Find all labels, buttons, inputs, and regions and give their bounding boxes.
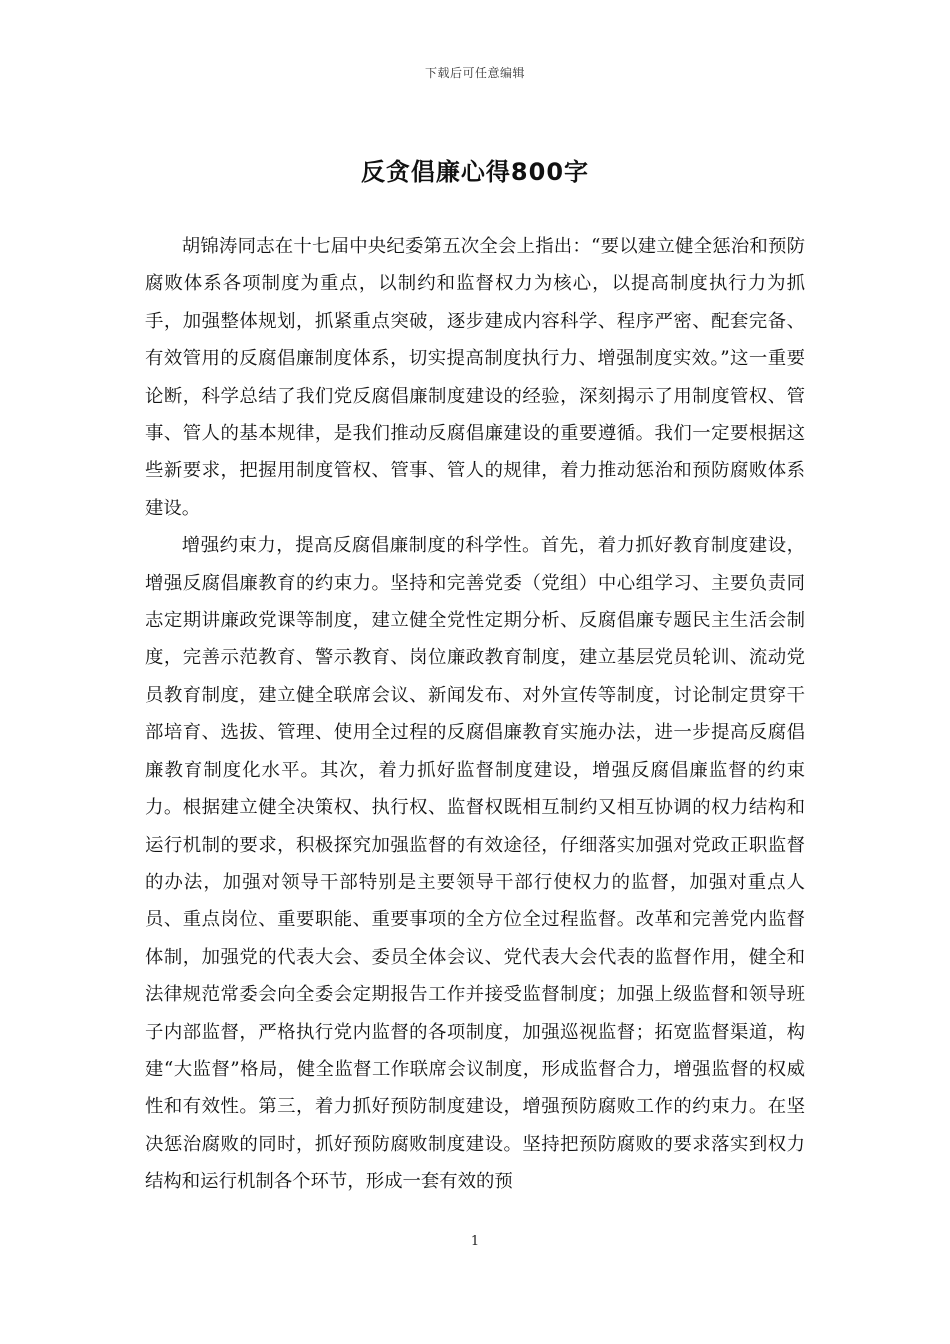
page-number: 1 <box>470 1234 480 1249</box>
paragraph-1: 胡锦涛同志在十七届中央纪委第五次全会上指出：“要以建立健全惩治和预防腐败体系各项制度为重点，以制约和监督权力为核心，以提高制度执行力为抓手，加强整体规划，抓紧重点突破，逐步建成内容科学、程序严密、配套完备、有效管用的反腐倡廉制度体系，切实提高制度执行力、增强制度实效。”这一重要论断，科学总结了我们党反腐倡廉制度建设的经验，深刻揭示了用制度管权、管事、管人的基本规律，是我们推动反腐倡廉建设的重要遵循。我们一定要根据这些新要求，把握用制度管权、管事、管人的规律，着力推动惩治和预防腐败体系建设。 <box>145 236 805 519</box>
document-body <box>145 228 805 1201</box>
document-title: 反贪倡廉心得800字 <box>360 158 590 186</box>
page-header-note: 下载后可任意编辑 <box>424 66 525 80</box>
paragraph-2: 增强约束力，提高反腐倡廉制度的科学性。首先，着力抓好教育制度建设，增强反腐倡廉教育的约束力。坚持和完善党委（党组）中心组学习、主要负责同志定期讲廉政党课等制度，建立健全党性定期分析、反腐倡廉专题民主生活会制度，完善示范教育、警示教育、岗位廉政教育制度，建立基层党员轮训、流动党员教育制度，建立健全联席会议、新闻发布、对外宣传等制度，讨论制定贯穿干部培育、选拔、管理、使用全过程的反腐倡廉教育实施办法，进一步提高反腐倡廉教育制度化水平。其次，着力抓好监督制度建设，增强反腐倡廉监督的约束力。根据建立健全决策权、执行权、监督权既相互制约又相互协调的权力结构和运行机制的要求，积极探究加强监督的有效途径，仔细落实加强对党政正职监督的办法，加强对领导干部特别是主要领导干部行使权力的监督，加强对重点人员、重点岗位、重要职能、重要事项的全方位全过程监督。改革和完善党内监督体制，加强党的代表大会、委员全体会议、党代表大会代表的监督作用，健全和法律规范常委会向全委会定期报告工作并接受监督制度；加强上级监督和领导班子内部监督，严格执行党内监督的各项制度，加强巡视监督；拓宽监督渠道，构建“大监督”格局，健全监督工作联席会议制度，形成监督合力，增强监督的权威性和有效性。第三，着力抓好预防制度建设，增强预防腐败工作的约束力。在坚决惩治腐败的同时，抓好预防腐败制度建设。坚持把预防腐败的要求落实到权力结构和运行机制各个环节，形成一套有效的预 <box>145 535 805 1193</box>
